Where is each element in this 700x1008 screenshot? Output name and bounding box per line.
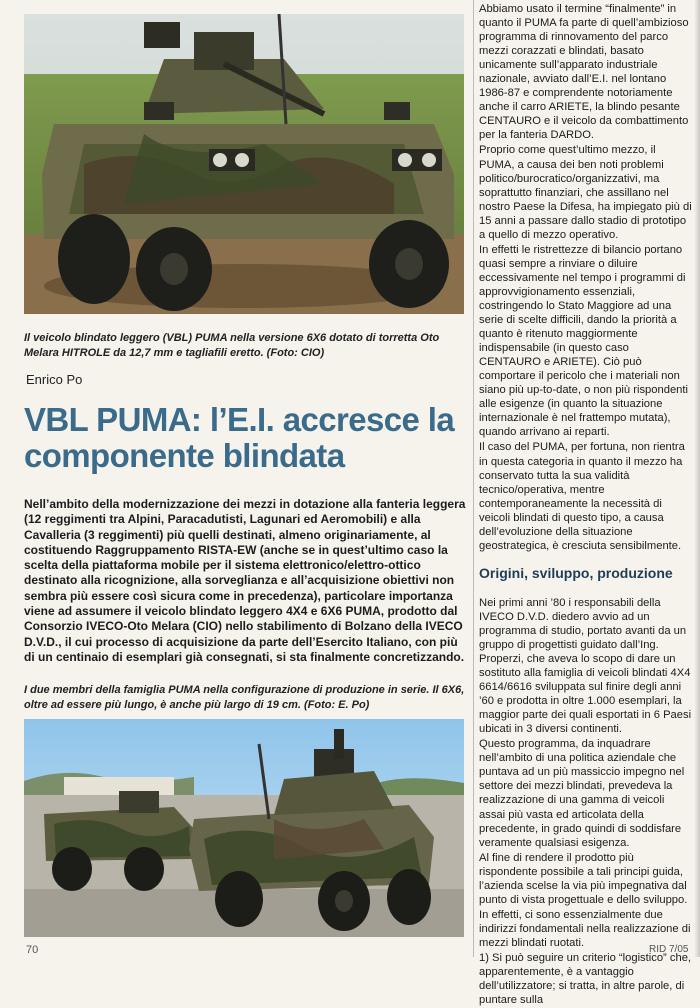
column-rule bbox=[473, 0, 474, 957]
column-paragraph: Al fine di rendere il prodotto più rispondente possibile a tali principi guida, l’azienda scelse la via più impegnativa dal punto di vista progettuale e dello sviluppo. bbox=[479, 851, 688, 906]
article-lead: Nell’ambito della modernizzazione dei mezzi in dotazione alla fanteria leggera (12 reggimenti tra Alpini, Paracadutisti, Lagunari ed Aeromobili) e alla Cavalleria (3 reggimenti) più quelli destinati, almeno originariamente, al costituendo Raggruppamento RISTA-EW (anche se in quest’ultimo caso la scelta della piattaforma mobile per il sistema elettronico/elettro-ottico destinato alla ricognizione, alla sorveglianza e all’acquisizione obiettivi non sembra più essere così sicura come in precedenza), particolare importanza viene ad assumere il veicolo blindato leggero 4X4 e 6X6 PUMA, prodotto dal Consorzio IVECO-Oto Melara (CIO) nello stabilimento di Bolzano della IVECO D.V.D., il cui processo di acquisizione da parte dell’Esercito Italiano, con più di un centinaio di esemplari già consegnati, si sta finalmente concretizzando. bbox=[24, 497, 466, 664]
column-paragraph: Abbiamo usato il termine “finalmente” in quanto il PUMA fa parte di quell’ambizioso programma di rinnovamento del parco mezzi corazzati e blindati, basato unicamente sull’apparato industriale nazionale, avviato dall’E.I. nel lontano 1986-87 e comprendente notoriamente anche il carro ARIETE, la blindo pesante CENTAURO e il veicolo da combattimento per la fanteria DARDO. bbox=[479, 3, 689, 142]
article-author: Enrico Po bbox=[26, 372, 83, 387]
page-number: 70 bbox=[26, 944, 39, 956]
column-paragraph: In effetti le ristrettezze di bilancio portano quasi sempre a rinviare o diluire eccessivamente nel tempo i programmi di approvvigionamento essenziali, costringendo lo Stato Maggiore ad una serie di scelte difficili, dando la priorità a quanto è ritenuto maggiormente indispensabile (in questo caso CENTAURO e ARIETE). Ciò può comportare il pericolo che i materiali non siano più up-to-date, o non più rispondenti alle esigenze (in quanto la situazione internazionale è nel frattempo mutata), quando arrivano ai reparti. bbox=[479, 243, 688, 439]
section-heading: Origini, sviluppo, produzione bbox=[479, 564, 673, 581]
photo-caption-2: I due membri della famiglia PUMA nella configurazione di produzione in serie. Il 6X6, oltre ad essere più lungo, è anche più largo di 19 cm. (Foto: E. Po) bbox=[24, 684, 465, 711]
photo-puma-6x6-turret bbox=[24, 14, 464, 314]
column-paragraph: 1) Si può seguire un criterio “logistico” che, apparentemente, è a vantaggio dell’utilizzatore; si tratta, in altre parole, di puntare sulla bbox=[479, 952, 692, 1007]
column-paragraph: Proprio come quest’ultimo mezzo, il PUMA, a causa dei ben noti problemi politico/burocratico/organizzativi, ma soprattutto finanziari, che assillano nel nostro Paese la Difesa, ha impiegato più di 15 anni a passare dallo stadio di prototipo a quello di mezzo operativo. bbox=[479, 144, 692, 241]
photo-puma-4x4-and-6x6 bbox=[24, 719, 464, 937]
column-paragraph: Nei primi anni ’80 i responsabili della IVECO D.V.D. diedero avvio ad un programma di studio, portato avanti da un gruppo di progettisti guidato dall’Ing. Properzi, che aveva lo scopo di dare un sostituto alla famiglia di veicoli blindati 4X4 6614/6616 sviluppata sul finire degli anni ’60 e prodotta in oltre 1.000 esemplari, la maggior parte dei quali esportati in 6 Paesi ubicati in 3 diversi continenti. bbox=[479, 596, 692, 736]
right-column bbox=[479, 2, 693, 1008]
column-paragraph: In effetti, ci sono essenzialmente due indirizzi fondamentali nella realizzazione di mezzi blindati ruotati. bbox=[479, 908, 691, 949]
article-title: VBL PUMA: l’E.I. accresce la componente blindata bbox=[24, 401, 455, 474]
column-paragraph: Questo programma, da inquadrare nell’ambito di una politica aziendale che puntava ad un più massiccio impegno nel settore dei mezzi blindati, prevedeva la realizzazione di una gamma di veicoli assai più vasta ed articolata della precedente, in grado quindi di soddisfare veramente qualsiasi esigenza. bbox=[479, 738, 685, 849]
photo-caption-1: Il veicolo blindato leggero (VBL) PUMA nella versione 6X6 dotato di torretta Oto Melara HITROLE da 12,7 mm e tagliafili eretto. (Foto: CIO) bbox=[24, 332, 440, 359]
page-fold-shadow bbox=[694, 0, 700, 957]
column-paragraph: Il caso del PUMA, per fortuna, non rientra in questa categoria in quanto il mezzo ha conservato tutta la sua validità tecnico/operativa, mentre contemporaneamente la necessità di veicoli blindati di questo tipo, a causa dell’evoluzione della situazione geostrategica, è cresciuta sensibilmente. bbox=[479, 441, 685, 552]
issue-folio: RID 7/05 bbox=[649, 944, 689, 955]
